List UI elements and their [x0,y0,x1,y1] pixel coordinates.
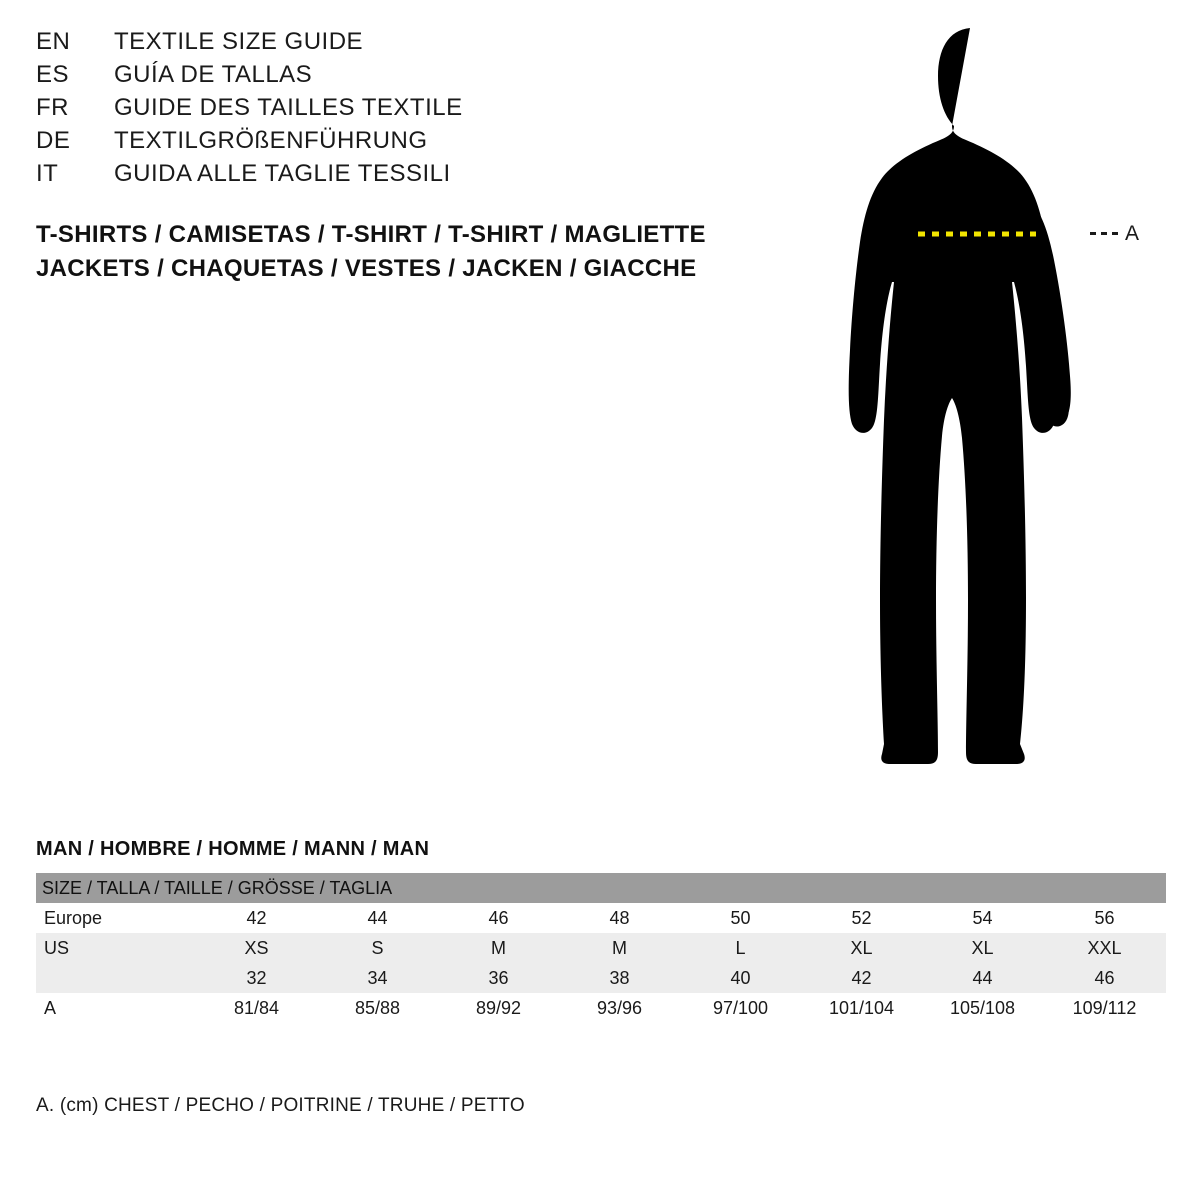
cell: 34 [317,963,438,993]
measure-label-a: A [1125,222,1140,245]
cell: 56 [1043,903,1166,933]
language-code: FR [36,94,69,121]
language-title: GUIDA ALLE TAGLIE TESSILI [114,160,451,187]
language-title: TEXTILE SIZE GUIDE [114,28,364,55]
cell: XS [196,933,317,963]
cell: 54 [922,903,1043,933]
language-code: DE [36,127,71,154]
cell: 109/112 [1043,993,1166,1023]
table-row [36,993,1166,1023]
language-heading-block [36,28,756,193]
cell: 44 [922,963,1043,993]
silhouette-shape [849,28,1071,764]
cell: 38 [559,963,680,993]
cell: 48 [559,903,680,933]
table-row [36,963,1166,993]
footnote-chest: A. (cm) CHEST / PECHO / POITRINE / TRUHE / PETTO [36,1095,525,1116]
cell: M [559,933,680,963]
table-header-label: SIZE / TALLA / TAILLE / GRÖSSE / TAGLIA [36,873,1166,903]
language-title: TEXTILGRÖßENFÜHRUNG [114,127,428,154]
category-block [36,218,796,286]
row-label: US [36,933,196,963]
cell: 52 [801,903,922,933]
cell: 105/108 [922,993,1043,1023]
cell: 89/92 [438,993,559,1023]
cell: S [317,933,438,963]
size-table-section [36,838,1166,1023]
language-code: ES [36,61,70,88]
table-group-title: MAN / HOMBRE / HOMME / MANN / MAN [36,838,430,860]
cell: 42 [196,903,317,933]
cell: XL [801,933,922,963]
language-row [36,61,756,94]
cell: 81/84 [196,993,317,1023]
row-label [36,963,196,993]
language-title: GUIDE DES TAILLES TEXTILE [114,94,463,121]
cell: 101/104 [801,993,922,1023]
row-label: Europe [36,903,196,933]
cell: 42 [801,963,922,993]
cell: 36 [438,963,559,993]
table-row [36,903,1166,933]
cell: 93/96 [559,993,680,1023]
cell: 46 [1043,963,1166,993]
cell: 46 [438,903,559,933]
table-row [36,933,1166,963]
language-code: EN [36,28,71,55]
cell: XL [922,933,1043,963]
language-row [36,94,756,127]
cell: L [680,933,801,963]
cell: M [438,933,559,963]
language-row [36,127,756,160]
measure-leader-dashes [1090,232,1120,235]
cell: 40 [680,963,801,993]
row-label: A [36,993,196,1023]
cell: XXL [1043,933,1166,963]
language-title: GUÍA DE TALLAS [114,61,313,88]
category-tshirts: T-SHIRTS / CAMISETAS / T-SHIRT / T-SHIRT / MAGLIETTE [36,221,706,248]
language-row [36,28,756,61]
cell: 85/88 [317,993,438,1023]
cell: 32 [196,963,317,993]
cell: 97/100 [680,993,801,1023]
size-table [36,873,1166,1023]
table-header-row [36,873,1166,903]
cell: 44 [317,903,438,933]
body-silhouette-figure [820,20,1180,780]
category-jackets: JACKETS / CHAQUETAS / VESTES / JACKEN / GIACCHE [36,255,697,282]
language-code: IT [36,160,59,187]
cell: 50 [680,903,801,933]
language-row [36,160,756,193]
